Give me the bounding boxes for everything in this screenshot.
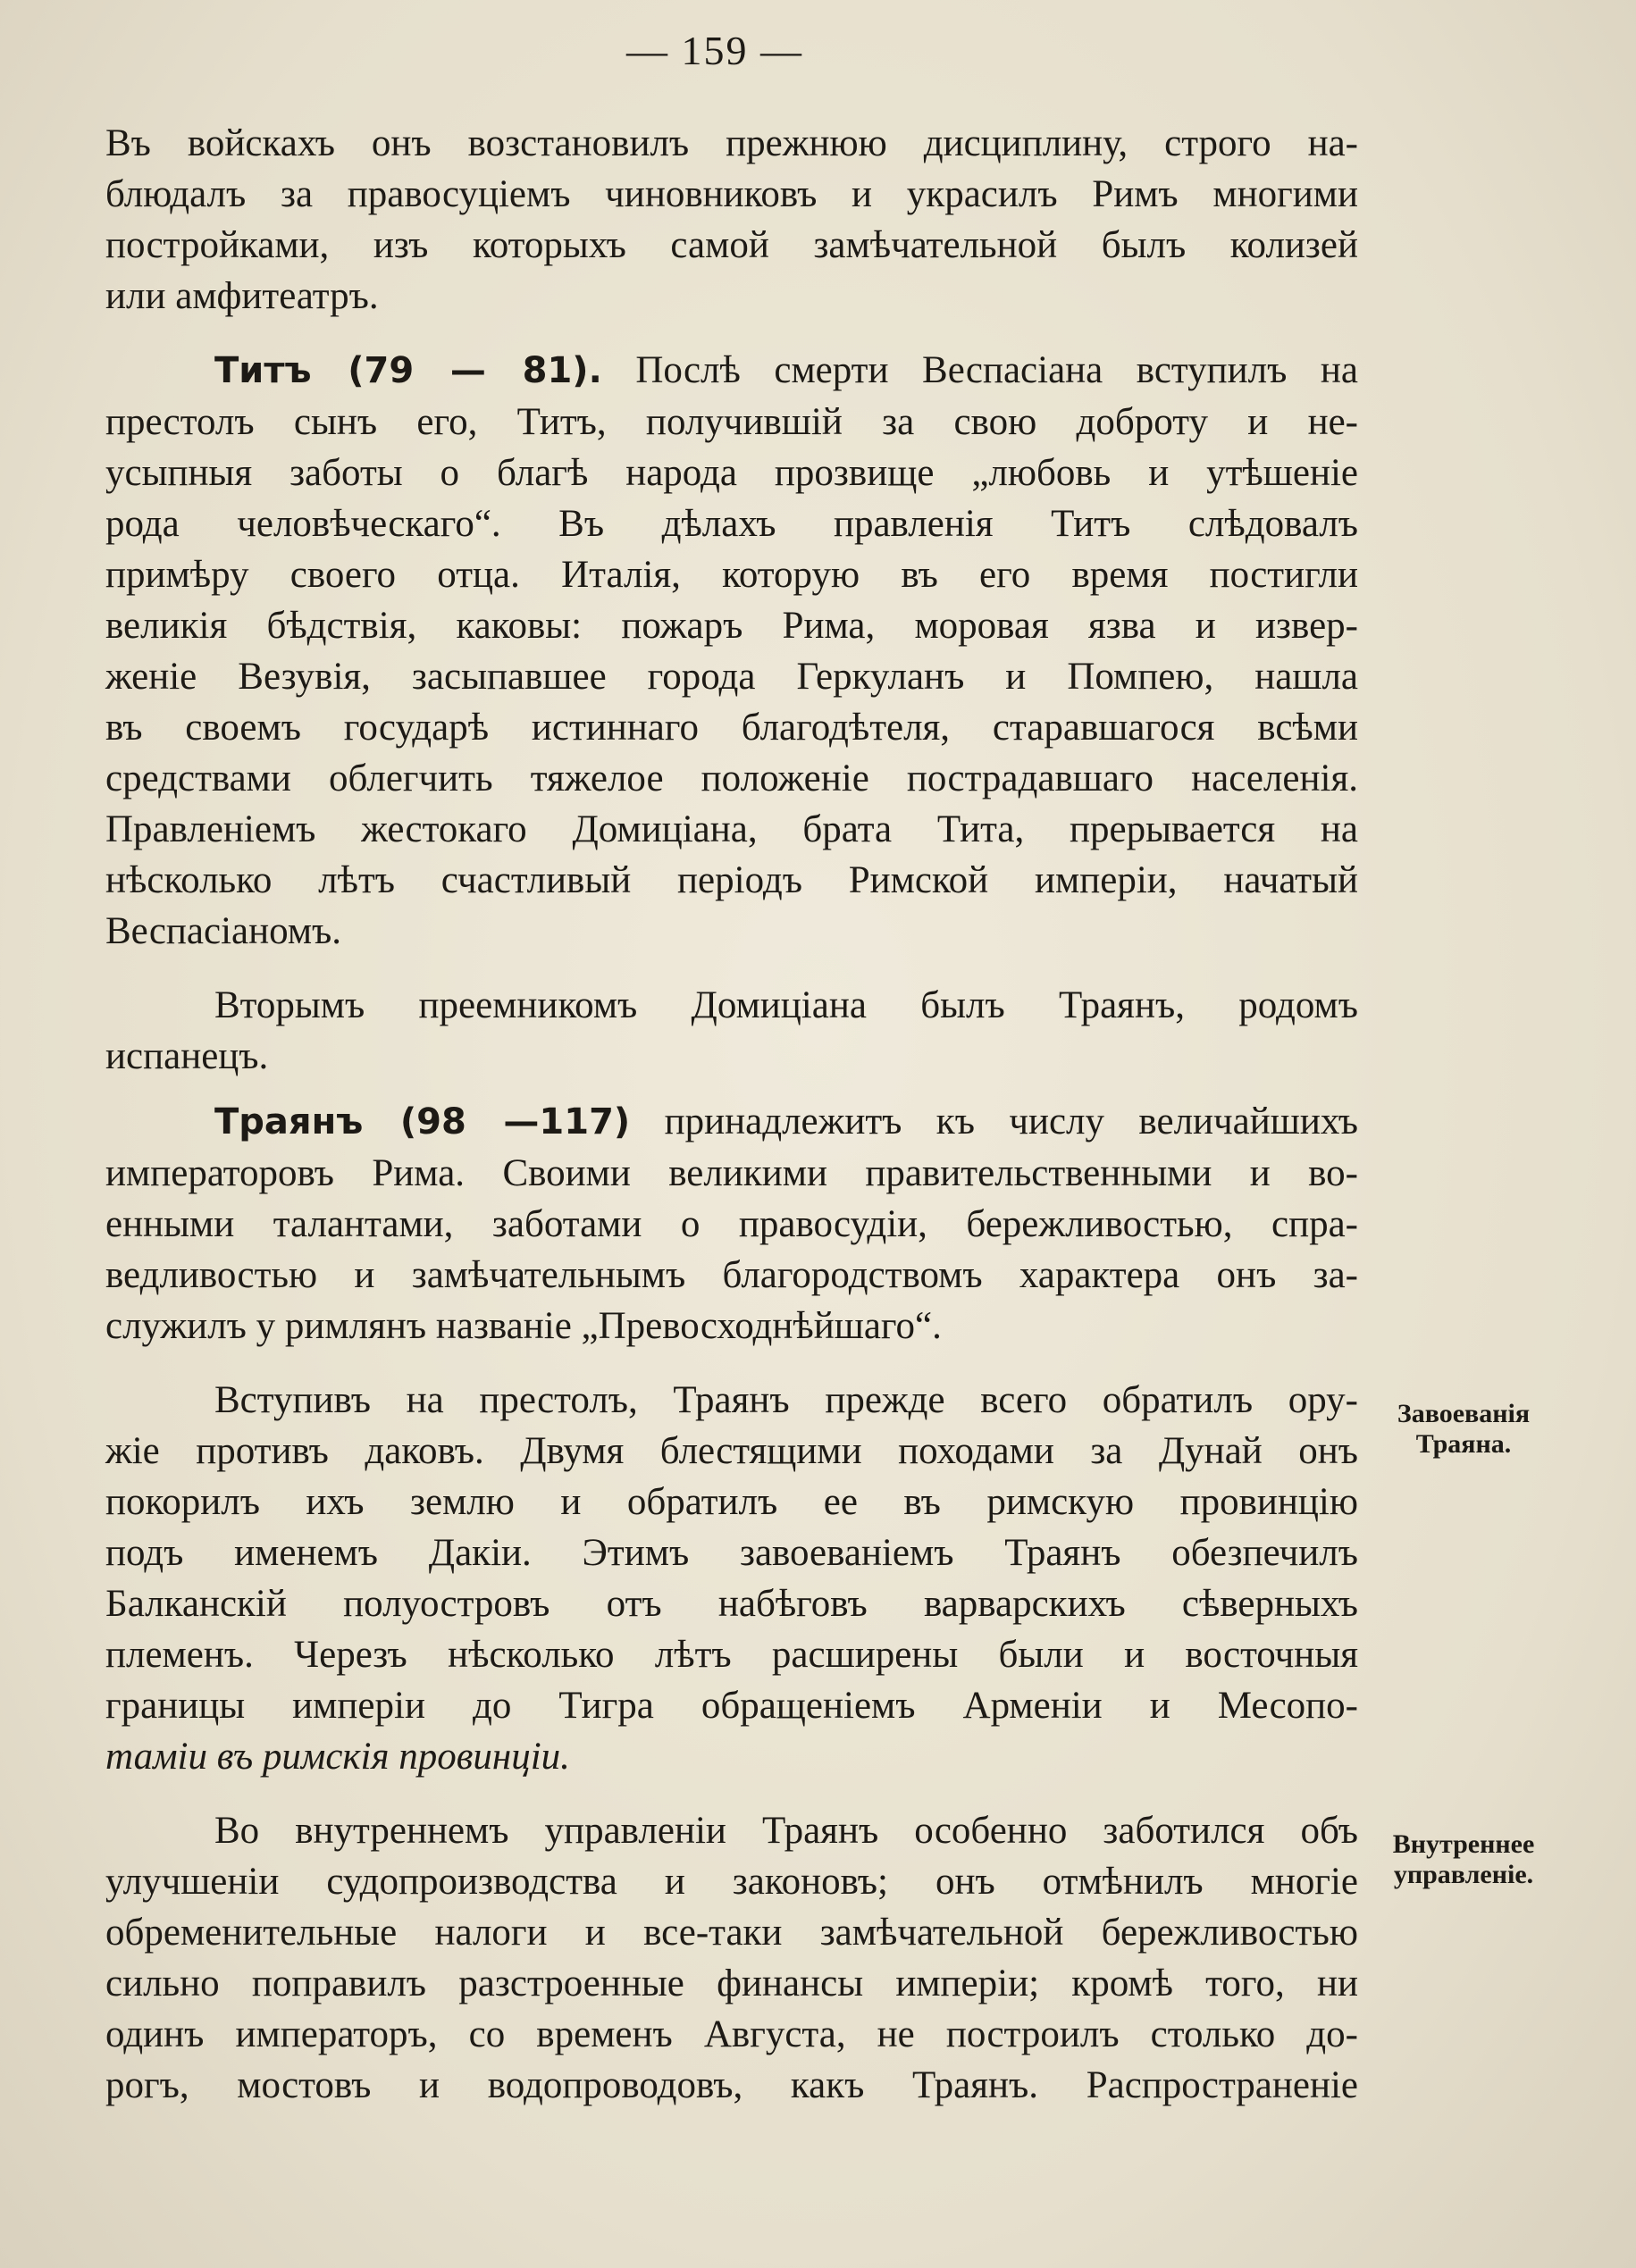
text-line: Титъ (79 — 81). Послѣ смерти Веспасiана вступилъ на	[214, 349, 1358, 391]
paragraph	[105, 118, 1358, 322]
text-line: енными талантами, заботами о правосудiи, бережливостью, спра-	[105, 1203, 1358, 1245]
text-line: Вторымъ преемникомъ Домицiана былъ Траянъ, родомъ	[214, 984, 1358, 1026]
text-line: сильно поправилъ разстроенные финансы имперiи; кромѣ того, ни	[105, 1963, 1358, 2004]
text-line: испанецъ.	[105, 1035, 269, 1077]
text-line: средствами облегчить тяжелое положенiе пострадавшаго населенiя.	[105, 757, 1358, 799]
text-line: подъ именемъ Дакiи. Этимъ завоеванiемъ Траянъ обезпечилъ	[105, 1532, 1358, 1574]
text-line: рода человѣческаго“. Въ дѣлахъ правленiя Титъ слѣдовалъ	[105, 503, 1358, 545]
section-heading: Траянъ (98 —117)	[214, 1101, 631, 1142]
margin-note-administration: Внутреннее управленiе.	[1392, 1829, 1535, 1889]
text-line: Веспасiаномъ.	[105, 910, 342, 952]
text-line: блюдалъ за правосуцiемъ чиновниковъ и украсилъ Римъ многими	[105, 173, 1358, 215]
text-line: служилъ у римлянъ названiе „Превосходнѣйшаго“.	[105, 1305, 942, 1347]
text-line: великiя бѣдствiя, каковы: пожаръ Рима, моровая язва и извер-	[105, 605, 1358, 647]
text-line: Вступивъ на престолъ, Траянъ прежде всего обратилъ ору-	[214, 1379, 1358, 1421]
paragraph-trajan	[105, 1096, 1358, 1352]
text-line: улучшенiи судопроизводства и законовъ; онъ отмѣнилъ многiе	[105, 1861, 1358, 1903]
paragraph-administration	[105, 1805, 1358, 2111]
paragraph-titus	[105, 345, 1358, 957]
text-line: одинъ императоръ, со временъ Августа, не построилъ столько до-	[105, 2013, 1358, 2055]
text-line: Во внутреннемъ управленiи Траянъ особенно заботился объ	[214, 1810, 1358, 1852]
text-line: постройками, изъ которыхъ самой замѣчательной былъ колизей	[105, 224, 1358, 266]
text-line: Въ войскахъ онъ возстановилъ прежнюю дисциплину, строго на-	[105, 122, 1358, 164]
text-line: нѣсколько лѣтъ счастливый перiодъ Римской имперiи, начатый	[105, 859, 1358, 901]
margin-note-conquests: Завоеванiя Траяна.	[1397, 1399, 1531, 1459]
text-line: императоровъ Рима. Своими великими правительственными и во-	[105, 1152, 1358, 1194]
text-line: усыпныя заботы о благѣ народа прозвище „любовь и утѣшенiе	[105, 452, 1358, 494]
text-line: тамiи въ римскiя провинцiи.	[105, 1736, 570, 1778]
text-line: рогъ, мостовъ и водопроводовъ, какъ Траянъ. Распространенiе	[105, 2064, 1358, 2106]
paragraph	[105, 980, 1358, 1082]
section-heading: Титъ (79 — 81).	[214, 350, 602, 391]
text-line: Правленiемъ жестокаго Домицiана, брата Тита, прерывается на	[105, 808, 1358, 850]
text-line: престолъ сынъ его, Титъ, получившiй за свою доброту и не-	[105, 401, 1358, 443]
text-line: ведливостью и замѣчательнымъ благородствомъ характера онъ за-	[105, 1254, 1358, 1296]
text-line: примѣру своего отца. Италiя, которую въ его время постигли	[105, 554, 1358, 596]
text-line: женiе Везувiя, засыпавшее города Геркуланъ и Помпею, нашла	[105, 656, 1358, 698]
text-line: границы имперiи до Тигра обращенiемъ Арменiи и Месопо-	[105, 1685, 1358, 1727]
text-line: обременительные налоги и все-таки замѣчательной бережливостью	[105, 1912, 1358, 1954]
text-line: въ своемъ государѣ истиннаго благодѣтеля, старавшагося всѣми	[105, 707, 1358, 749]
text-line: или амфитеатръ.	[105, 275, 379, 317]
page-number: — 159 —	[626, 28, 803, 73]
text-line: жiе противъ даковъ. Двумя блестящими походами за Дунай онъ	[105, 1430, 1358, 1472]
text-line: Траянъ (98 —117) принадлежитъ къ числу величайшихъ	[214, 1101, 1358, 1142]
body-text	[105, 118, 1358, 2111]
text-line: племенъ. Черезъ нѣсколько лѣтъ расширены были и восточныя	[105, 1634, 1358, 1676]
paragraph-conquests	[105, 1375, 1358, 1782]
text-line: покорилъ ихъ землю и обратилъ ее въ римскую провинцiю	[105, 1481, 1358, 1523]
text-line: Балканскiй полуостровъ отъ набѣговъ варварскихъ сѣверныхъ	[105, 1583, 1358, 1625]
